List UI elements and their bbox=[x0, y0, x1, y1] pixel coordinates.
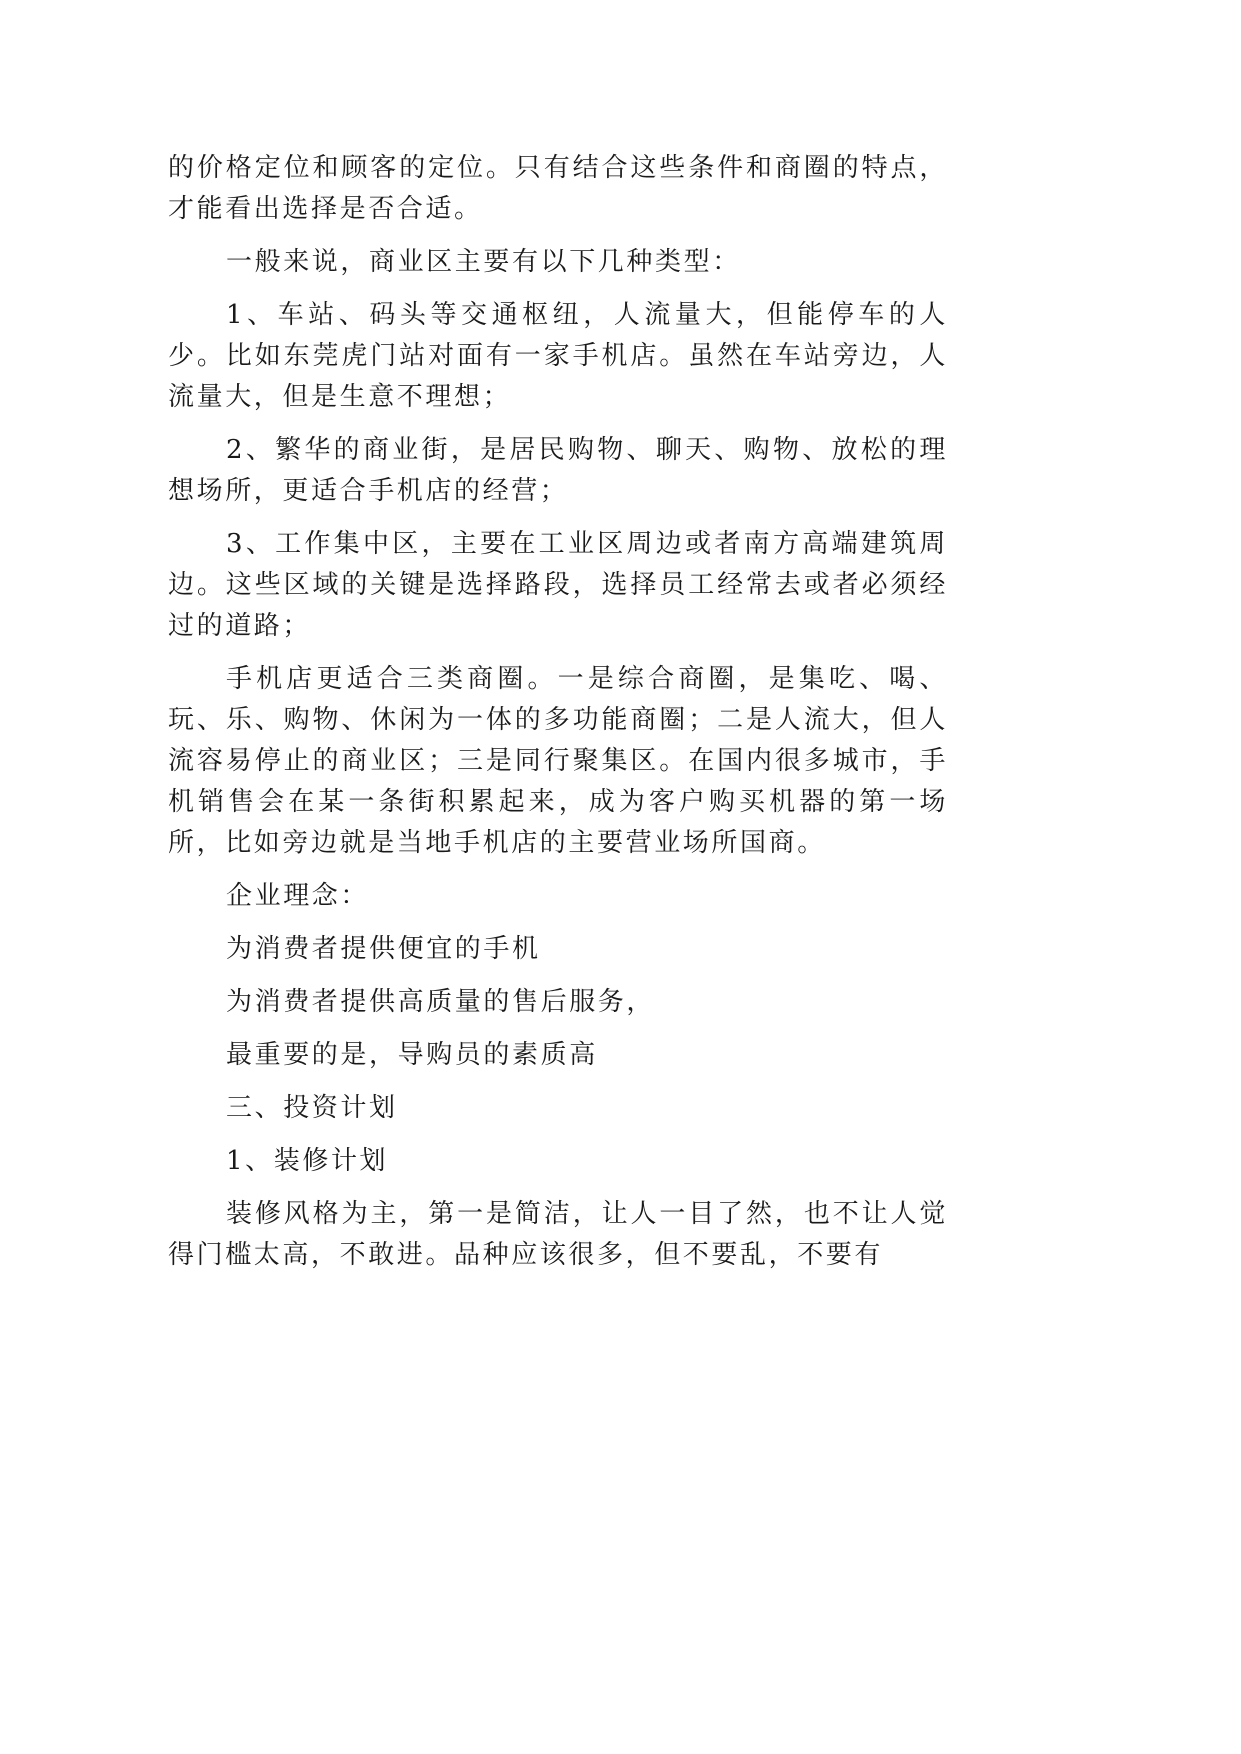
paragraph-philosophy-heading: 企业理念： bbox=[226, 881, 370, 911]
document-body bbox=[168, 148, 948, 1288]
paragraph-philosophy-1: 为消费者提供便宜的手机 bbox=[226, 934, 541, 964]
paragraph-decoration-style: 装修风格为主，第一是简洁，让人一目了然，也不让人觉得门槛太高，不敢进。品种应该很多，但不要乱，不要有 bbox=[168, 1199, 948, 1270]
paragraph-business-types-intro: 一般来说，商业区主要有以下几种类型： bbox=[226, 247, 741, 277]
paragraph-philosophy-2: 为消费者提供高质量的售后服务， bbox=[226, 987, 656, 1017]
paragraph-type-1: 1、车站、码头等交通枢纽，人流量大，但能停车的人少。比如东莞虎门站对面有一家手机店。虽然在车站旁边，人流量大，但是生意不理想； bbox=[168, 300, 948, 412]
paragraph-type-3: 3、工作集中区，主要在工业区周边或者南方高端建筑周边。这些区域的关键是选择路段，选择员工经常去或者必须经过的道路； bbox=[168, 529, 948, 641]
paragraph-type-2: 2、繁华的商业街，是居民购物、聊天、购物、放松的理想场所，更适合手机店的经营； bbox=[168, 435, 948, 506]
paragraph-philosophy-3: 最重要的是，导购员的素质高 bbox=[226, 1040, 598, 1070]
paragraph-continuation: 的价格定位和顾客的定位。只有结合这些条件和商圈的特点，才能看出选择是否合适。 bbox=[168, 153, 948, 224]
paragraph-suitable-areas: 手机店更适合三类商圈。一是综合商圈，是集吃、喝、玩、乐、购物、休闲为一体的多功能商圈；二是人流大，但人流容易停止的商业区；三是同行聚集区。在国内很多城市，手机销售会在某一条街积累起来，成为客户购买机器的第一场所，比如旁边就是当地手机店的主要营业场所国商。 bbox=[168, 664, 948, 858]
section-heading-investment-plan: 三、投资计划 bbox=[226, 1093, 398, 1123]
subsection-heading-decoration-plan: 1、装修计划 bbox=[226, 1146, 389, 1176]
